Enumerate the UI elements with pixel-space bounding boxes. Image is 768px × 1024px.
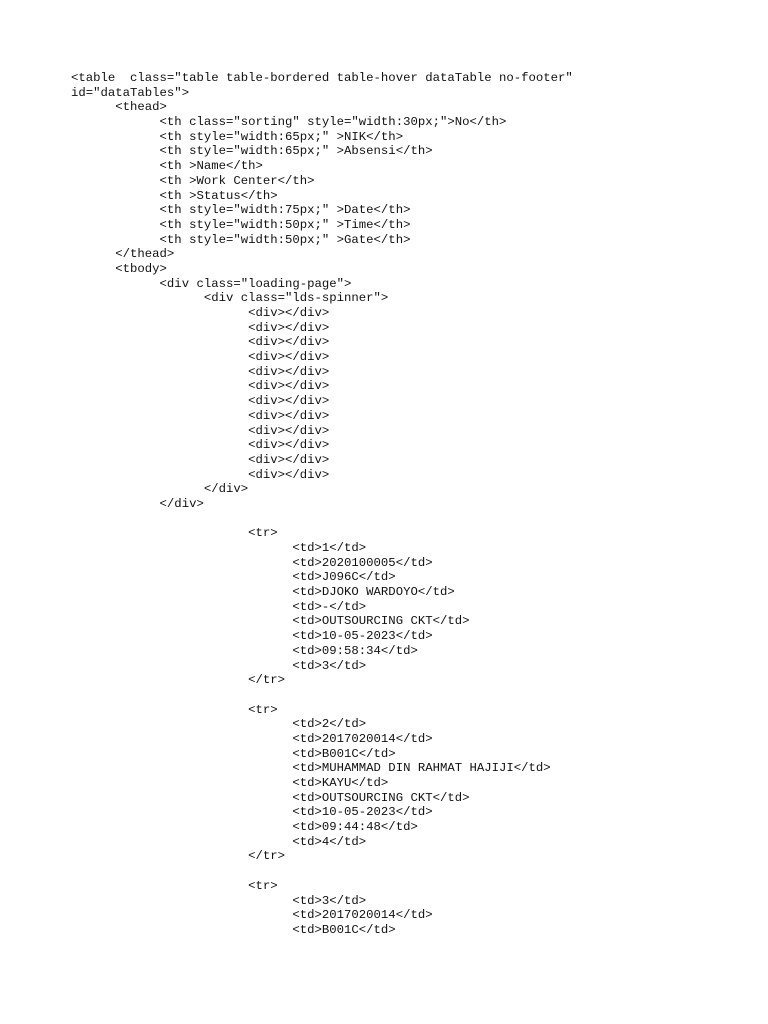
- code-line: <div></div>: [71, 438, 330, 453]
- code-line: <td>10-05-2023</td>: [71, 805, 433, 820]
- code-line: </div>: [71, 496, 204, 511]
- code-line: </tr>: [71, 673, 286, 688]
- code-line: <div></div>: [71, 467, 330, 482]
- code-line: <th >Status</th>: [71, 188, 278, 203]
- code-line: <div></div>: [71, 320, 330, 335]
- code-line: <td>3</td>: [71, 658, 367, 673]
- code-line: <table class="table table-bordered table-hover dataTable no-footer": [71, 71, 573, 85]
- code-line: <div class="loading-page">: [71, 276, 352, 291]
- code-line: <td>OUTSOURCING CKT</td>: [71, 790, 470, 805]
- code-line: <th style="width:65px;" >NIK</th>: [71, 129, 404, 144]
- code-line: <td>B001C</td>: [71, 922, 396, 937]
- code-line: <div></div>: [71, 394, 330, 409]
- code-line: <th class="sorting" style="width:30px;">No</th>: [71, 115, 507, 130]
- code-line: <td>10-05-2023</td>: [71, 629, 433, 644]
- code-line: <td>B001C</td>: [71, 746, 396, 761]
- code-line: <td>4</td>: [71, 834, 367, 849]
- code-line: <td>1</td>: [71, 541, 367, 555]
- code-line: <th style="width:50px;" >Time</th>: [71, 217, 411, 232]
- code-line: id="dataTables">: [71, 85, 190, 100]
- code-line: <td>-</td>: [71, 599, 367, 614]
- code-line: <td>MUHAMMAD DIN RAHMAT HAJIJI</td>: [71, 761, 551, 776]
- code-line: <div></div>: [71, 335, 330, 350]
- code-line: <div></div>: [71, 364, 330, 379]
- code-line: [71, 512, 573, 527]
- code-line: </div>: [71, 482, 249, 497]
- code-line: <tr>: [71, 878, 278, 893]
- code-line: [71, 688, 573, 703]
- code-line: <td>2</td>: [71, 717, 367, 732]
- code-line: <div></div>: [71, 350, 330, 365]
- code-line: <td>2017020014</td>: [71, 731, 433, 746]
- code-line: <td>3</td>: [71, 893, 367, 908]
- code-line: <thead>: [71, 100, 167, 115]
- code-line: <tr>: [71, 526, 278, 541]
- code-line: </thead>: [71, 247, 175, 262]
- code-line: <div></div>: [71, 452, 330, 467]
- code-line: <div class="lds-spinner">: [71, 291, 389, 306]
- code-line: <td>09:58:34</td>: [71, 643, 418, 658]
- code-line: <th >Work Center</th>: [71, 173, 315, 188]
- html-source-code: [71, 71, 573, 938]
- code-line: <td>09:44:48</td>: [71, 820, 418, 835]
- code-line: <tbody>: [71, 261, 167, 276]
- code-line: <th style="width:50px;" >Gate</th>: [71, 232, 411, 247]
- code-line: <div></div>: [71, 423, 330, 438]
- code-line: <td>DJOKO WARDOYO</td>: [71, 585, 455, 600]
- code-line: <div></div>: [71, 306, 330, 320]
- code-line: <th style="width:75px;" >Date</th>: [71, 203, 411, 218]
- code-line: <td>J096C</td>: [71, 570, 396, 585]
- code-line: [71, 864, 573, 879]
- code-line: </tr>: [71, 849, 286, 864]
- code-line: <th style="width:65px;" >Absensi</th>: [71, 144, 433, 159]
- code-line: <td>2017020014</td>: [71, 908, 433, 923]
- code-line: <div></div>: [71, 379, 330, 394]
- code-line: <td>2020100005</td>: [71, 555, 433, 570]
- code-line: <td>KAYU</td>: [71, 776, 389, 790]
- code-line: <td>OUTSOURCING CKT</td>: [71, 614, 470, 629]
- code-line: <th >Name</th>: [71, 159, 263, 174]
- code-line: <div></div>: [71, 408, 330, 423]
- code-line: <tr>: [71, 702, 278, 717]
